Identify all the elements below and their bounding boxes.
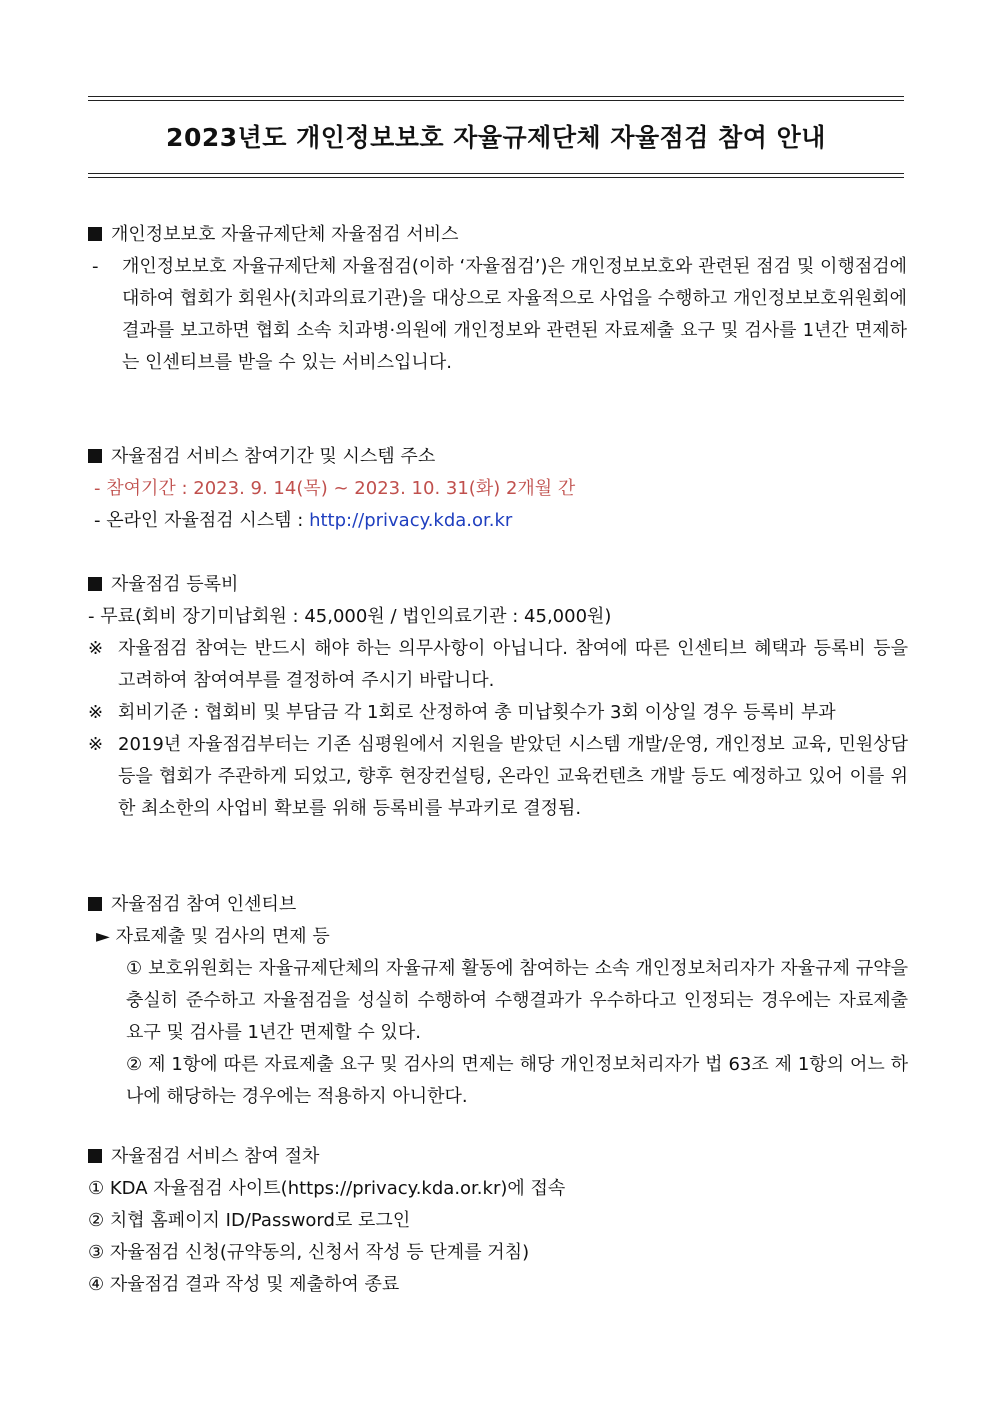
square-bullet-icon [88,897,102,911]
square-bullet-icon [88,1149,102,1163]
section-heading: 자율점검 참여 인센티브 [88,889,908,921]
dash-bullet: - [92,256,99,277]
section-heading: 자율점검 서비스 참여 절차 [88,1141,908,1173]
incentive-item-2: ② 제 1항에 따른 자료제출 요구 및 검사의 면제는 해당 개인정보처리자가 법 63조 제 1항의 어느 하나에 해당하는 경우에는 적용하지 아니한다. [126,1054,908,1107]
section-heading: 자율점검 등록비 [88,569,908,601]
incentive-subheading: ► 자료제출 및 검사의 면제 등 [96,926,330,947]
section-procedure [88,1141,908,1301]
fee-line: - 무료(회비 장기미납회원 : 45,000원 / 법인의료기관 : 45,000원) [88,606,612,627]
fee-note-2: ※ 회비기준 : 협회비 및 부담금 각 1회로 산정하여 총 미납횟수가 3회 이상일 경우 등록비 부과 [88,702,836,723]
section-incentive [88,889,908,1113]
section-heading: 자율점검 서비스 참여기간 및 시스템 주소 [88,441,908,473]
fee-note-3: ※ 2019년 자율점검부터는 기존 심평원에서 지원을 받았던 시스템 개발/운영, 개인정보 교육, 민원상담 등을 협회가 주관하게 되었고, 향후 현장컨설팅, 온라인 교육컨텐츠 개발 등도 예정하고 있어 이를 위한 최소한의 사업비 확보를 위해 등록비를 부과키로 결정됨. [88,734,908,819]
section-self-check-service [88,219,908,379]
page-title: 2023년도 개인정보보호 자율규제단체 자율점검 참여 안내 [166,123,826,152]
procedure-step-2: ② 치협 홈페이지 ID/Password로 로그인 [88,1210,411,1231]
procedure-step-1: ① KDA 자율점검 사이트(https://privacy.kda.or.kr)에 접속 [88,1178,566,1199]
online-system-line: - 온라인 자율점검 시스템 : http://privacy.kda.or.kr [94,510,513,531]
square-bullet-icon [88,227,102,241]
incentive-item-1: ① 보호위원회는 자율규제단체의 자율규제 활동에 참여하는 소속 개인정보처리자가 자율규제 규약을 충실히 준수하고 자율점검을 성실히 수행하여 수행결과가 우수하다고 인정되는 경우에는 자료제출 요구 및 검사를 1년간 면제할 수 있다. [126,958,908,1043]
participation-period: - 참여기간 : 2023. 9. 14(목) ~ 2023. 10. 31(화) 2개월 간 [94,478,576,499]
square-bullet-icon [88,577,102,591]
section-registration-fee [88,569,908,825]
service-description: - 개인정보보호 자율규제단체 자율점검(이하 ‘자율점검’)은 개인정보보호와 관련된 점검 및 이행점검에 대하여 협회가 회원사(치과의료기관)을 대상으로 자율적으로 사업을 수행하고 개인정보보호위원회에 결과를 보고하면 협회 소속 치과병·의원에 개인정보와 관련된 자료제출 요구 및 검사를 1년간 면제하는 인센티브를 받을 수 있는 서비스입니다. [92,251,907,379]
system-url-link[interactable]: http://privacy.kda.or.kr [309,510,513,531]
square-bullet-icon [88,449,102,463]
fee-note-1: ※ 자율점검 참여는 반드시 해야 하는 의무사항이 아닙니다. 참여에 따른 인센티브 혜택과 등록비 등을 고려하여 참여여부를 결정하여 주시기 바랍니다. [88,638,908,691]
section-period-and-address [88,441,908,537]
title-bottom-rule [88,173,904,179]
section-heading: 개인정보보호 자율규제단체 자율점검 서비스 [88,219,908,251]
title-top-rule [88,96,904,102]
procedure-step-4: ④ 자율점검 결과 작성 및 제출하여 종료 [88,1274,400,1295]
procedure-step-3: ③ 자율점검 신청(규약동의, 신청서 작성 등 단계를 거침) [88,1242,530,1263]
